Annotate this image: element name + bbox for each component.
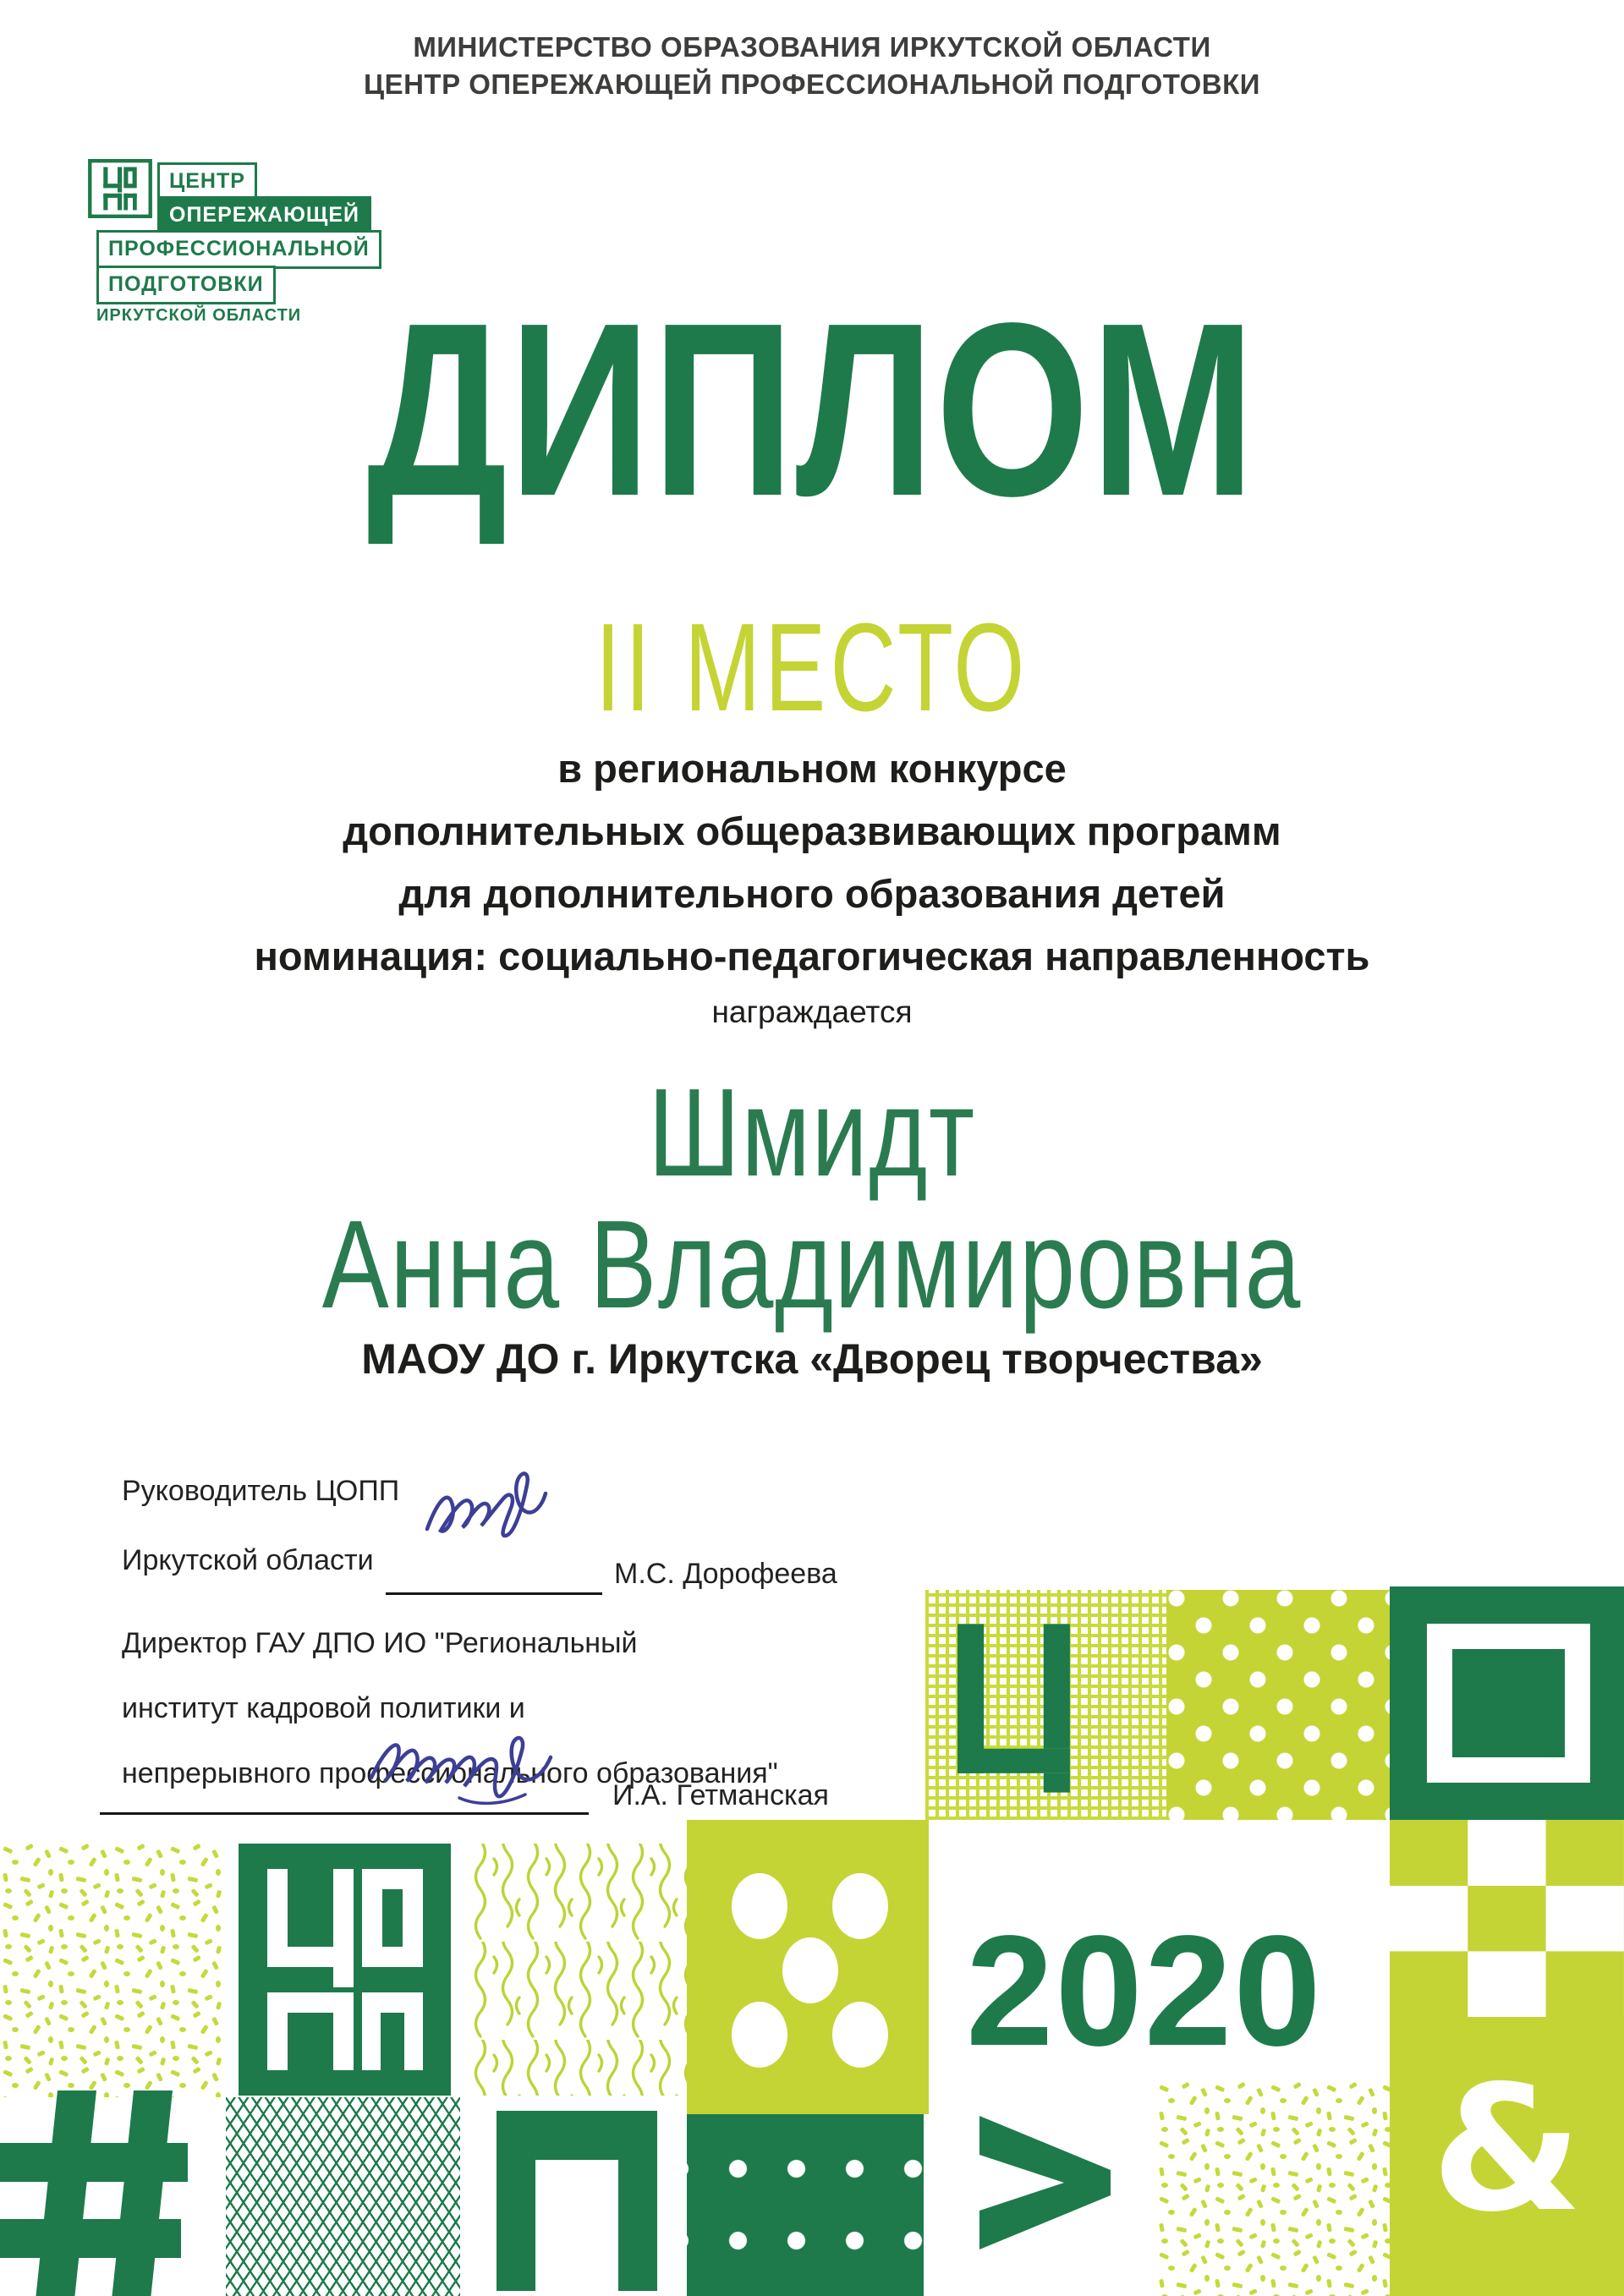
tile-checkerboard [1390, 1820, 1624, 2017]
description-line: в региональном конкурсе [557, 746, 1067, 791]
signature2-role-line1: Директор ГАУ ДПО ИО "Региональный [122, 1627, 638, 1659]
squiggle-pattern [470, 1844, 687, 2096]
recipient-lastname: Шмидт [648, 1063, 976, 1203]
confetti-pattern [0, 1844, 225, 2097]
hash-glyph [0, 2091, 200, 2296]
tile-confetti-left [0, 1844, 225, 2097]
recipient-firstmiddle-wrap [0, 1195, 1624, 1334]
tile-mesh [226, 2097, 460, 2296]
letter-p-glyph [497, 2111, 657, 2291]
tsopp-logo-icon [88, 159, 152, 218]
logo-word-podgotovki: ПОДГОТОВКИ [96, 266, 276, 304]
ministry-header-line1: МИНИСТЕРСТВО ОБРАЗОВАНИЯ ИРКУТСКОЙ ОБЛАСТИ [413, 31, 1211, 63]
tile-ampersand [1390, 2017, 1624, 2296]
letter-ts-glyph [957, 1624, 1072, 1793]
recipient-firstmiddle: Анна Владимировна [321, 1195, 1303, 1334]
signature1-role-line2: Иркутской области [122, 1544, 374, 1576]
tile-tsopp-monogram [239, 1844, 451, 2096]
signature2-role-line3: непрерывного профессионального образования" [122, 1757, 778, 1789]
tile-confetti-right [1156, 2082, 1390, 2296]
award-word: награждается [711, 995, 913, 1029]
chevron-glyph [979, 2116, 1111, 2249]
tile-square-ring [1390, 1586, 1624, 1820]
five-dots-pattern [687, 1820, 929, 2114]
ministry-header-line2: ЦЕНТР ОПЕРЕЖАЮЩЕЙ ПРОФЕССИОНАЛЬНОЙ ПОДГОТОВКИ [363, 68, 1261, 100]
description-line: дополнительных общеразвивающих программ [343, 808, 1281, 853]
tsopp-monogram-icon [267, 1869, 423, 2070]
tile-star-dots [1166, 1590, 1390, 1820]
signature2-role-line2: институт кадровой политики и [122, 1692, 525, 1724]
signature2-name: И.А. Гетманская [612, 1779, 829, 1811]
logo-word-center: ЦЕНТР [157, 162, 257, 201]
tile-grid-pattern [925, 1590, 1166, 1820]
ring-inner [1452, 1649, 1565, 1757]
confetti-pattern [1156, 2082, 1390, 2296]
place-wrap [0, 598, 1624, 737]
place-label: II МЕСТО [595, 598, 1029, 737]
signature1-name: М.С. Дорофеева [614, 1558, 837, 1590]
logo-word-professionalnoy: ПРОФЕССИОНАЛЬНОЙ [96, 230, 381, 269]
signature1-role-line1: Руководитель ЦОПП [122, 1475, 400, 1507]
logo-word-operezhayushchey: ОПЕРЕЖАЮЩЕЙ [157, 196, 371, 235]
recipient-organization: МАОУ ДО г. Иркутска «Дворец творчества» [361, 1335, 1263, 1383]
signature2-line [100, 1778, 589, 1815]
description-line: номинация: социально-педагогическая направленность [254, 934, 1370, 978]
ministry-header [0, 29, 1624, 103]
tile-dense-dots [687, 2114, 924, 2296]
logo-region: ИРКУТСКОЙ ОБЛАСТИ [96, 306, 302, 325]
signature1-autograph [419, 1461, 558, 1556]
year-label: 2020 [966, 1904, 1323, 2079]
description-line: для дополнительного образования детей [398, 871, 1226, 916]
tile-five-dots [687, 1820, 929, 2114]
signature1-line [386, 1563, 602, 1595]
diploma-title: ДИПЛОМ [366, 271, 1258, 547]
tile-squiggles [470, 1844, 687, 2096]
recipient-lastname-wrap [0, 1063, 1624, 1203]
competition-description [0, 737, 1624, 988]
ampersand-glyph: & [1431, 2049, 1583, 2250]
